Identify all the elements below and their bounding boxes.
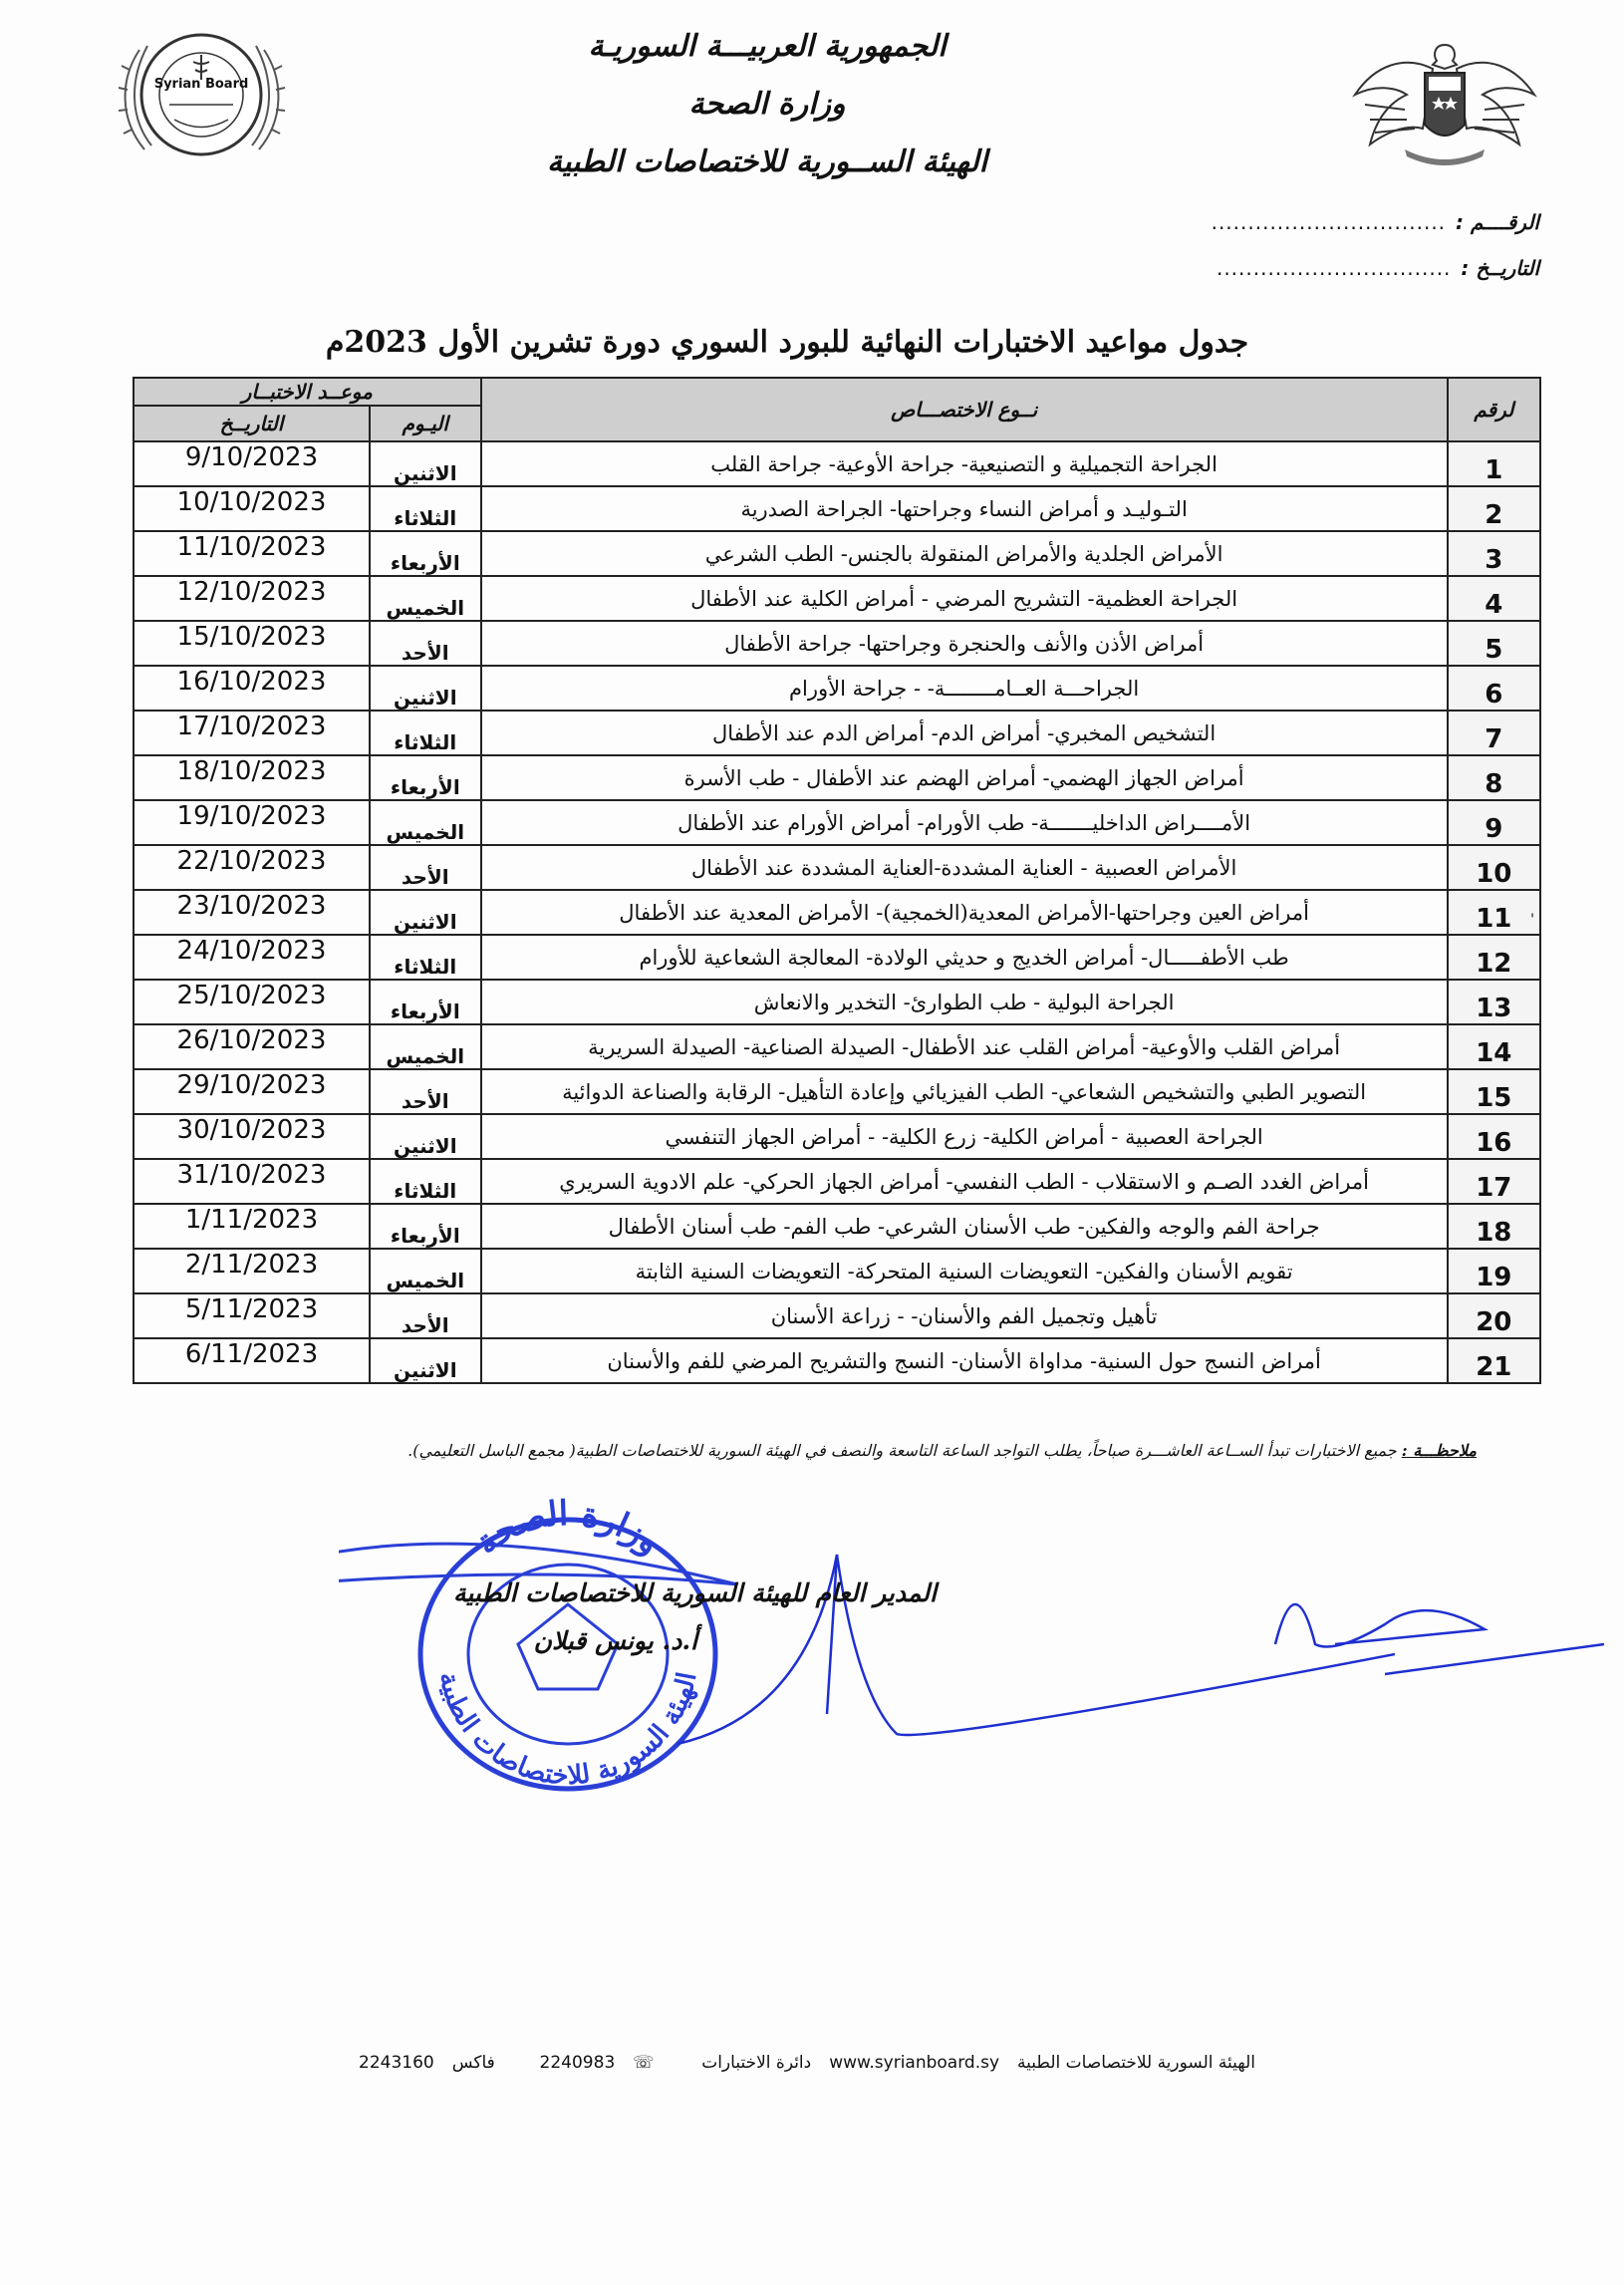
header-line-republic: الجمهورية العربيـــة السوريـة: [588, 29, 947, 64]
row-date: 30/10/2023: [134, 1114, 370, 1159]
row-date: 17/10/2023: [134, 711, 370, 755]
row-day: الخميس: [370, 576, 481, 621]
table-row: [134, 935, 1540, 980]
row-specialty: الأمراض الجلدية والأمراض المنقولة بالجنس- الطب الشرعي: [481, 531, 1448, 576]
row-specialty: أمراض العين وجراحتها-الأمراض المعدية(الخمجية)- الأمراض المعدية عند الأطفال: [481, 890, 1448, 935]
stamp-top-text: وزارة الصحة: [467, 1495, 669, 1564]
stamp-bottom-text: الهيئة السورية للاختصاصات الطبية: [432, 1669, 703, 1792]
table-row: [134, 1114, 1540, 1159]
ref-number-dots: ................................: [1211, 210, 1447, 234]
header-number: لرقم: [1448, 378, 1540, 441]
row-date: 19/10/2023: [134, 800, 370, 845]
row-specialty: أمراض النسج حول السنية- مداواة الأسنان- النسج والتشريح المرضي للفم والأسنان: [481, 1338, 1448, 1383]
row-day: الاثنين: [370, 1114, 481, 1159]
row-date: 15/10/2023: [134, 621, 370, 666]
table-row: [134, 1069, 1540, 1114]
footer: [359, 2053, 1255, 2073]
document-title: جدول مواعيد الاختبارات النهائية للبورد السوري دورة تشرين الأول 2023م: [325, 325, 1249, 360]
schedule-body: [134, 441, 1540, 1383]
reference-block: [1212, 199, 1539, 291]
row-number: 21: [1448, 1338, 1540, 1383]
table-row: [134, 666, 1540, 711]
header-exam-date-group: موعــد الاختبــار: [134, 378, 481, 406]
row-specialty: أمراض القلب والأوعية- أمراض القلب عند الأطفال- الصيدلة الصناعية- الصيدلة السريرية: [481, 1024, 1448, 1069]
table-row: [134, 845, 1540, 890]
row-number: 8: [1448, 755, 1540, 800]
footer-fax: 2243160: [359, 2053, 434, 2073]
row-number: 14: [1448, 1024, 1540, 1069]
row-number: 19: [1448, 1249, 1540, 1293]
row-date: 12/10/2023: [134, 576, 370, 621]
row-date: 2/11/2023: [134, 1249, 370, 1293]
footer-fax-label: فاكس: [451, 2053, 495, 2073]
row-date: 18/10/2023: [134, 755, 370, 800]
table-row: [134, 755, 1540, 800]
row-number: 12: [1448, 935, 1540, 980]
row-number: 9: [1448, 800, 1540, 845]
row-specialty: أمراض الغدد الصـم و الاستقلاب - الطب النفسي- أمراض الجهاز الحركي- علم الادوية السريري: [481, 1159, 1448, 1204]
table-row: [134, 1159, 1540, 1204]
row-day: الاثنين: [370, 1338, 481, 1383]
row-day: الثلاثاء: [370, 486, 481, 531]
row-date: 5/11/2023: [134, 1293, 370, 1338]
row-day: الخميس: [370, 1249, 481, 1293]
row-date: 31/10/2023: [134, 1159, 370, 1204]
note: [151, 1441, 1477, 1460]
row-specialty: طب الأطفـــــال- أمراض الخديج و حديثي الولادة- المعالجة الشعاعية للأورام: [481, 935, 1448, 980]
row-date: 1/11/2023: [134, 1204, 370, 1249]
row-specialty: الجراحـــة العــامــــــــة- - جراحة الأورام: [481, 666, 1448, 711]
row-date: 11/10/2023: [134, 531, 370, 576]
row-number: 13: [1448, 980, 1540, 1024]
header-specialty: نــوع الاختصـــاص: [481, 378, 1448, 441]
table-row: [134, 1338, 1540, 1383]
row-date: 24/10/2023: [134, 935, 370, 980]
exam-schedule-table: [133, 377, 1541, 1384]
row-date: 16/10/2023: [134, 666, 370, 711]
row-number: 5: [1448, 621, 1540, 666]
row-specialty: الأمراض العصبية - العناية المشددة-العناية المشددة عند الأطفال: [481, 845, 1448, 890]
row-date: 9/10/2023: [134, 441, 370, 486]
ref-number-row: [1212, 199, 1539, 245]
row-number: 20: [1448, 1293, 1540, 1338]
row-specialty: الأمــــراض الداخليـــــــة- طب الأورام- أمراض الأورام عند الأطفال: [481, 800, 1448, 845]
note-text: جميع الاختبارات تبدأ الســاعة العاشـــرة صباحاً، يطلب التواجد الساعة التاسعة والنصف في الهيئة السورية للاختصاصات الطبية( مجمع الباسل التعليمي).: [407, 1441, 1397, 1460]
row-date: 10/10/2023: [134, 486, 370, 531]
row-day: الخميس: [370, 800, 481, 845]
row-specialty: أمراض الأذن والأنف والحنجرة وجراحتها- جراحة الأطفال: [481, 621, 1448, 666]
table-row: [134, 441, 1540, 486]
row-day: الأحد: [370, 621, 481, 666]
table-row: [134, 531, 1540, 576]
header-date: التاريــخ: [134, 406, 370, 441]
table-row: [134, 486, 1540, 531]
row-number: 7: [1448, 711, 1540, 755]
row-specialty: التصوير الطبي والتشخيص الشعاعي- الطب الفيزيائي وإعادة التأهيل- الرقابة والصناعة الدوائية: [481, 1069, 1448, 1114]
row-day: الاثنين: [370, 666, 481, 711]
row-day: الخميس: [370, 1024, 481, 1069]
row-number: 17: [1448, 1159, 1540, 1204]
table-row: [134, 1204, 1540, 1249]
row-specialty: تقويم الأسنان والفكين- التعويضات السنية المتحركة- التعويضات السنية الثابتة: [481, 1249, 1448, 1293]
ref-date-label: التاريــخ :: [1461, 256, 1539, 280]
table-row: [134, 576, 1540, 621]
director-name: أ.د. يونس قبلان: [533, 1626, 697, 1655]
row-number: 1: [1448, 441, 1540, 486]
page-mark: ': [1530, 912, 1534, 928]
table-row: [134, 1024, 1540, 1069]
row-day: الأربعاء: [370, 755, 481, 800]
row-day: الأحد: [370, 845, 481, 890]
row-specialty: الجراحة العظمية- التشريح المرضي - أمراض الكلية عند الأطفال: [481, 576, 1448, 621]
row-number: 10: [1448, 845, 1540, 890]
row-day: الثلاثاء: [370, 935, 481, 980]
header-line-ministry: وزارة الصحة: [688, 87, 846, 122]
row-number: 3: [1448, 531, 1540, 576]
table-row: [134, 621, 1540, 666]
row-day: الاثنين: [370, 441, 481, 486]
row-date: 29/10/2023: [134, 1069, 370, 1114]
board-logo-text: Syrian Board: [153, 77, 249, 92]
row-date: 6/11/2023: [134, 1338, 370, 1383]
syrian-board-logo-icon: [100, 10, 304, 184]
row-number: 18: [1448, 1204, 1540, 1249]
table-row: [134, 711, 1540, 755]
director-title: المدير العام للهيئة السورية للاختصاصات الطبية: [452, 1578, 937, 1607]
row-day: الأحد: [370, 1293, 481, 1338]
footer-phone: 2240983: [539, 2053, 616, 2073]
table-row: [134, 980, 1540, 1024]
row-date: 23/10/2023: [134, 890, 370, 935]
row-date: 22/10/2023: [134, 845, 370, 890]
footer-department: دائرة الاختبارات: [701, 2053, 812, 2073]
row-number: 4: [1448, 576, 1540, 621]
row-day: الاثنين: [370, 890, 481, 935]
row-number: 15: [1448, 1069, 1540, 1114]
footer-website[interactable]: www.syrianboard.sy: [829, 2053, 1000, 2073]
note-label: ملاحظـــة :: [1401, 1441, 1477, 1460]
header-line-board: الهيئة الســورية للاختصاصات الطبية: [547, 144, 987, 179]
row-specialty: الجراحة التجميلية و التصنيعية- جراحة الأوعية- جراحة القلب: [481, 441, 1448, 486]
row-day: الأربعاء: [370, 980, 481, 1024]
table-row: [134, 1293, 1540, 1338]
row-day: الأربعاء: [370, 1204, 481, 1249]
ref-number-label: الرقــــم :: [1456, 210, 1539, 234]
table-row: [134, 800, 1540, 845]
row-day: الثلاثاء: [370, 1159, 481, 1204]
table-row: [134, 890, 1540, 935]
syrian-eagle-emblem-icon: [1345, 25, 1544, 174]
row-specialty: الجراحة العصبية - أمراض الكلية- زرع الكلية- - أمراض الجهاز التنفسي: [481, 1114, 1448, 1159]
row-day: الثلاثاء: [370, 711, 481, 755]
row-number: 2: [1448, 486, 1540, 531]
row-specialty: التـوليـد و أمراض النساء وجراحتها- الجراحة الصدرية: [481, 486, 1448, 531]
ref-date-row: [1212, 245, 1539, 291]
row-specialty: تأهيل وتجميل الفم والأسنان- - زراعة الأسنان: [481, 1293, 1448, 1338]
header-day: اليـوم: [370, 406, 481, 441]
row-date: 25/10/2023: [134, 980, 370, 1024]
row-specialty: جراحة الفم والوجه والفكين- طب الأسنان الشرعي- طب الفم- طب أسنان الأطفال: [481, 1204, 1448, 1249]
row-specialty: أمراض الجهاز الهضمي- أمراض الهضم عند الأطفال - طب الأسرة: [481, 755, 1448, 800]
row-day: الأحد: [370, 1069, 481, 1114]
row-specialty: الجراحة البولية - طب الطوارئ- التخدير والانعاش: [481, 980, 1448, 1024]
footer-org: الهيئة السورية للاختصاصات الطبية: [1017, 2053, 1255, 2073]
ministry-header: [468, 18, 1066, 191]
ref-date-dots: ................................: [1216, 256, 1452, 280]
row-number: 11: [1448, 890, 1540, 935]
row-number: 16: [1448, 1114, 1540, 1159]
row-day: الأربعاء: [370, 531, 481, 576]
phone-icon: ☏: [633, 2053, 655, 2073]
row-number: 6: [1448, 666, 1540, 711]
table-row: [134, 1249, 1540, 1293]
director-signature-block: [399, 1570, 937, 1665]
row-date: 26/10/2023: [134, 1024, 370, 1069]
row-specialty: التشخيص المخبري- أمراض الدم- أمراض الدم عند الأطفال: [481, 711, 1448, 755]
